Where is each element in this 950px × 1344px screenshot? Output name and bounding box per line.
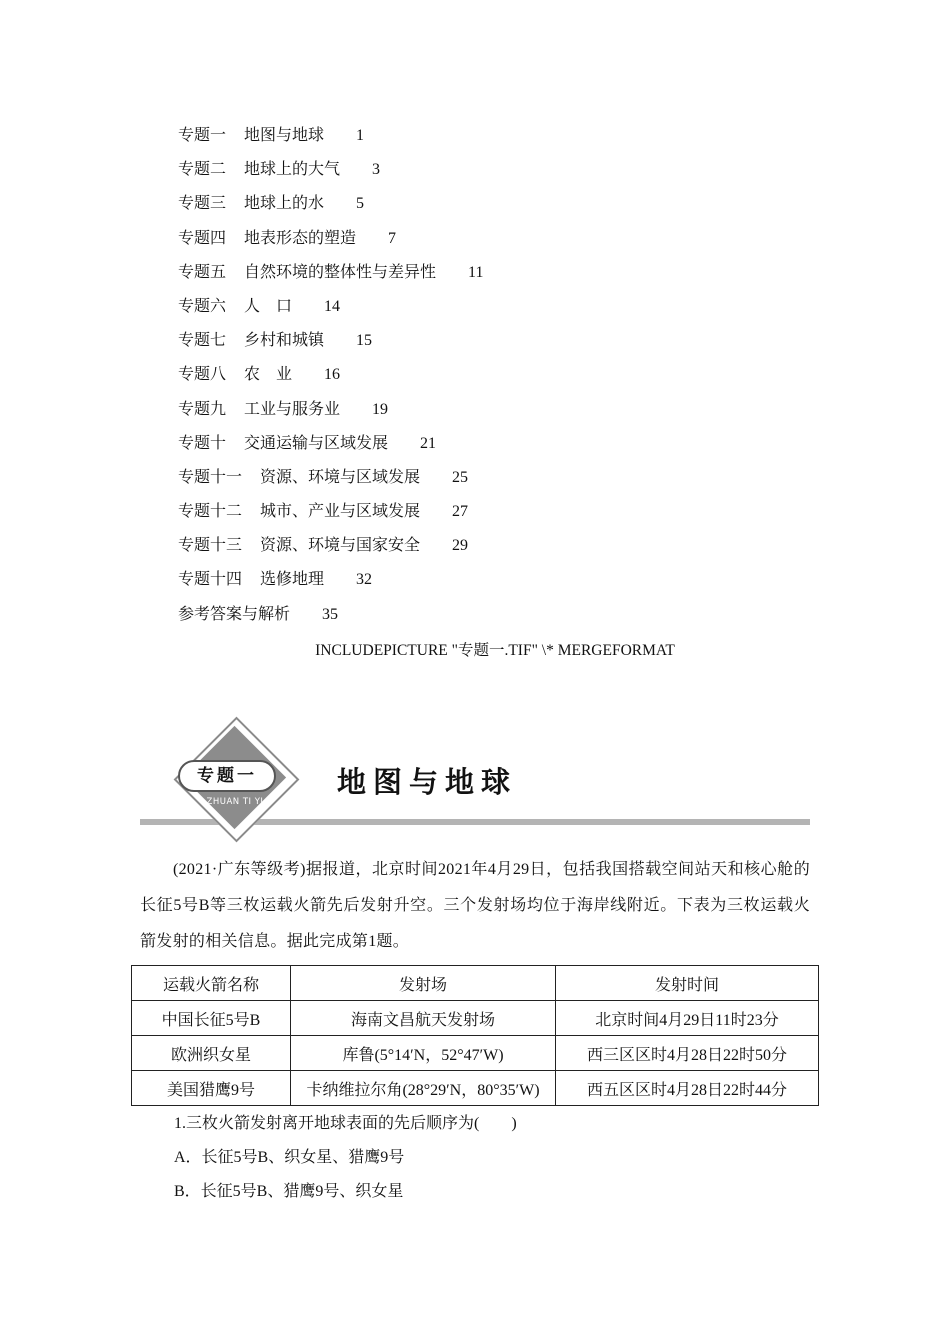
- toc-entry-page: 16: [324, 366, 341, 384]
- toc-entry-title: 地球上的大气: [244, 161, 341, 179]
- toc-entry-page: 5: [356, 195, 365, 213]
- toc-entry[interactable]: [174, 261, 483, 295]
- table-row: [132, 1036, 819, 1071]
- toc-entry-number: 参考答案与解析: [178, 605, 291, 623]
- answer-option-a[interactable]: A．长征5号B、织女星、猎鹰9号: [174, 1149, 405, 1166]
- toc-entry-number: 专题三: [178, 195, 227, 213]
- chapter-badge-pinyin: ZHUAN TI YI: [206, 797, 264, 807]
- toc-entry-number: 专题一: [178, 127, 227, 144]
- toc-entry[interactable]: [174, 363, 483, 397]
- table-of-contents: [174, 124, 483, 637]
- toc-entry-page: 25: [452, 468, 469, 486]
- toc-entry-number: 专题九: [178, 400, 227, 418]
- toc-entry-title: 交通运输与区域发展: [244, 434, 389, 452]
- toc-entry-number: 专题十四: [178, 571, 243, 589]
- toc-entry-title: 自然环境的整体性与差异性: [244, 263, 437, 281]
- toc-entry[interactable]: [174, 432, 483, 466]
- toc-entry-title: 地图与地球: [244, 127, 325, 144]
- toc-entry-title: 选修地理: [260, 571, 325, 589]
- chapter-title: 地图与地球: [337, 765, 518, 799]
- toc-entry-title: 地球上的水: [244, 195, 325, 213]
- toc-entry-number: 专题七: [178, 332, 227, 350]
- toc-entry-title: 农 业: [244, 366, 293, 384]
- table-cell: 海南文昌航天发射场: [291, 1001, 556, 1036]
- chapter-badge: 专题一: [178, 760, 276, 792]
- question-text: 1.三枚火箭发射离开地球表面的先后顺序为( ): [174, 1115, 517, 1132]
- toc-entry-page: 7: [388, 229, 397, 247]
- table-row: [132, 1071, 819, 1106]
- toc-entry-title: 工业与服务业: [244, 400, 341, 418]
- toc-entry-number: 专题二: [178, 161, 227, 179]
- table-cell: 西五区区时4月28日22时44分: [556, 1071, 819, 1106]
- table-header: 发射场: [291, 966, 556, 1001]
- toc-entry-page: 14: [324, 297, 341, 315]
- table-header: 运载火箭名称: [132, 966, 291, 1001]
- toc-entry-number: 专题十一: [178, 468, 243, 486]
- toc-entry-title: 乡村和城镇: [244, 332, 325, 350]
- toc-entry-page: 21: [420, 434, 437, 452]
- toc-entry[interactable]: [174, 329, 483, 363]
- toc-entry-page: 27: [452, 503, 469, 521]
- toc-entry-number: 专题八: [178, 366, 227, 384]
- table-cell: 中国长征5号B: [132, 1001, 291, 1036]
- toc-entry-number: 专题五: [178, 263, 227, 281]
- toc-entry[interactable]: [174, 466, 483, 500]
- table-cell: 西三区区时4月28日22时50分: [556, 1036, 819, 1071]
- table-cell: 美国猎鹰9号: [132, 1071, 291, 1106]
- toc-entry-page: 32: [356, 571, 373, 589]
- toc-entry-title: 资源、环境与国家安全: [260, 537, 421, 555]
- toc-entry-number: 专题十: [178, 434, 227, 452]
- toc-entry-page: 3: [372, 161, 381, 179]
- include-picture-field-code: INCLUDEPICTURE "专题一.TIF" \* MERGEFORMAT: [315, 642, 675, 659]
- toc-entry[interactable]: [174, 398, 483, 432]
- table-cell: 北京时间4月29日11时23分: [556, 1001, 819, 1036]
- table-header-row: [132, 966, 819, 1001]
- answer-option-b[interactable]: B．长征5号B、猎鹰9号、织女星: [174, 1183, 404, 1200]
- toc-entry[interactable]: [174, 158, 483, 192]
- toc-entry[interactable]: [174, 295, 483, 329]
- toc-entry-title: 地表形态的塑造: [244, 229, 357, 247]
- toc-entry[interactable]: [174, 534, 483, 568]
- table-cell: 库鲁(5°14′N，52°47′W): [291, 1036, 556, 1071]
- toc-entry-title: 资源、环境与区域发展: [260, 468, 421, 486]
- toc-entry-number: 专题六: [178, 297, 227, 315]
- toc-entry-number: 专题四: [178, 229, 227, 247]
- toc-entry[interactable]: [174, 227, 483, 261]
- toc-entry-title: 人 口: [244, 297, 293, 315]
- toc-entry-page: 29: [452, 537, 469, 555]
- toc-entry[interactable]: [174, 124, 483, 158]
- toc-entry-page: 1: [356, 127, 365, 144]
- rocket-launch-table: [131, 965, 819, 1106]
- toc-entry-number: 专题十二: [178, 503, 243, 521]
- toc-entry-number: 专题十三: [178, 537, 243, 555]
- toc-entry-title: 城市、产业与区域发展: [260, 503, 421, 521]
- chapter-banner: [140, 720, 812, 850]
- toc-entry-page: 19: [372, 400, 389, 418]
- table-header: 发射时间: [556, 966, 819, 1001]
- toc-entry[interactable]: [174, 568, 483, 602]
- table-cell: 卡纳维拉尔角(28°29′N，80°35′W): [291, 1071, 556, 1106]
- toc-entry-page: 15: [356, 332, 373, 350]
- toc-entry-page: 35: [322, 605, 339, 623]
- toc-entry-page: 11: [468, 263, 484, 281]
- table-row: [132, 1001, 819, 1036]
- toc-entry[interactable]: [174, 603, 483, 637]
- toc-entry[interactable]: [174, 500, 483, 534]
- toc-entry[interactable]: [174, 192, 483, 226]
- question-stem: (2021·广东等级考)据报道，北京时间2021年4月29日，包括我国搭载空间站天和核心舱的长征5号B等三枚运载火箭先后发射升空。三个发射场均位于海岸线附近。下表为三枚运载火箭发射的相关信息。据此完成第1题。: [140, 861, 810, 950]
- table-cell: 欧洲织女星: [132, 1036, 291, 1071]
